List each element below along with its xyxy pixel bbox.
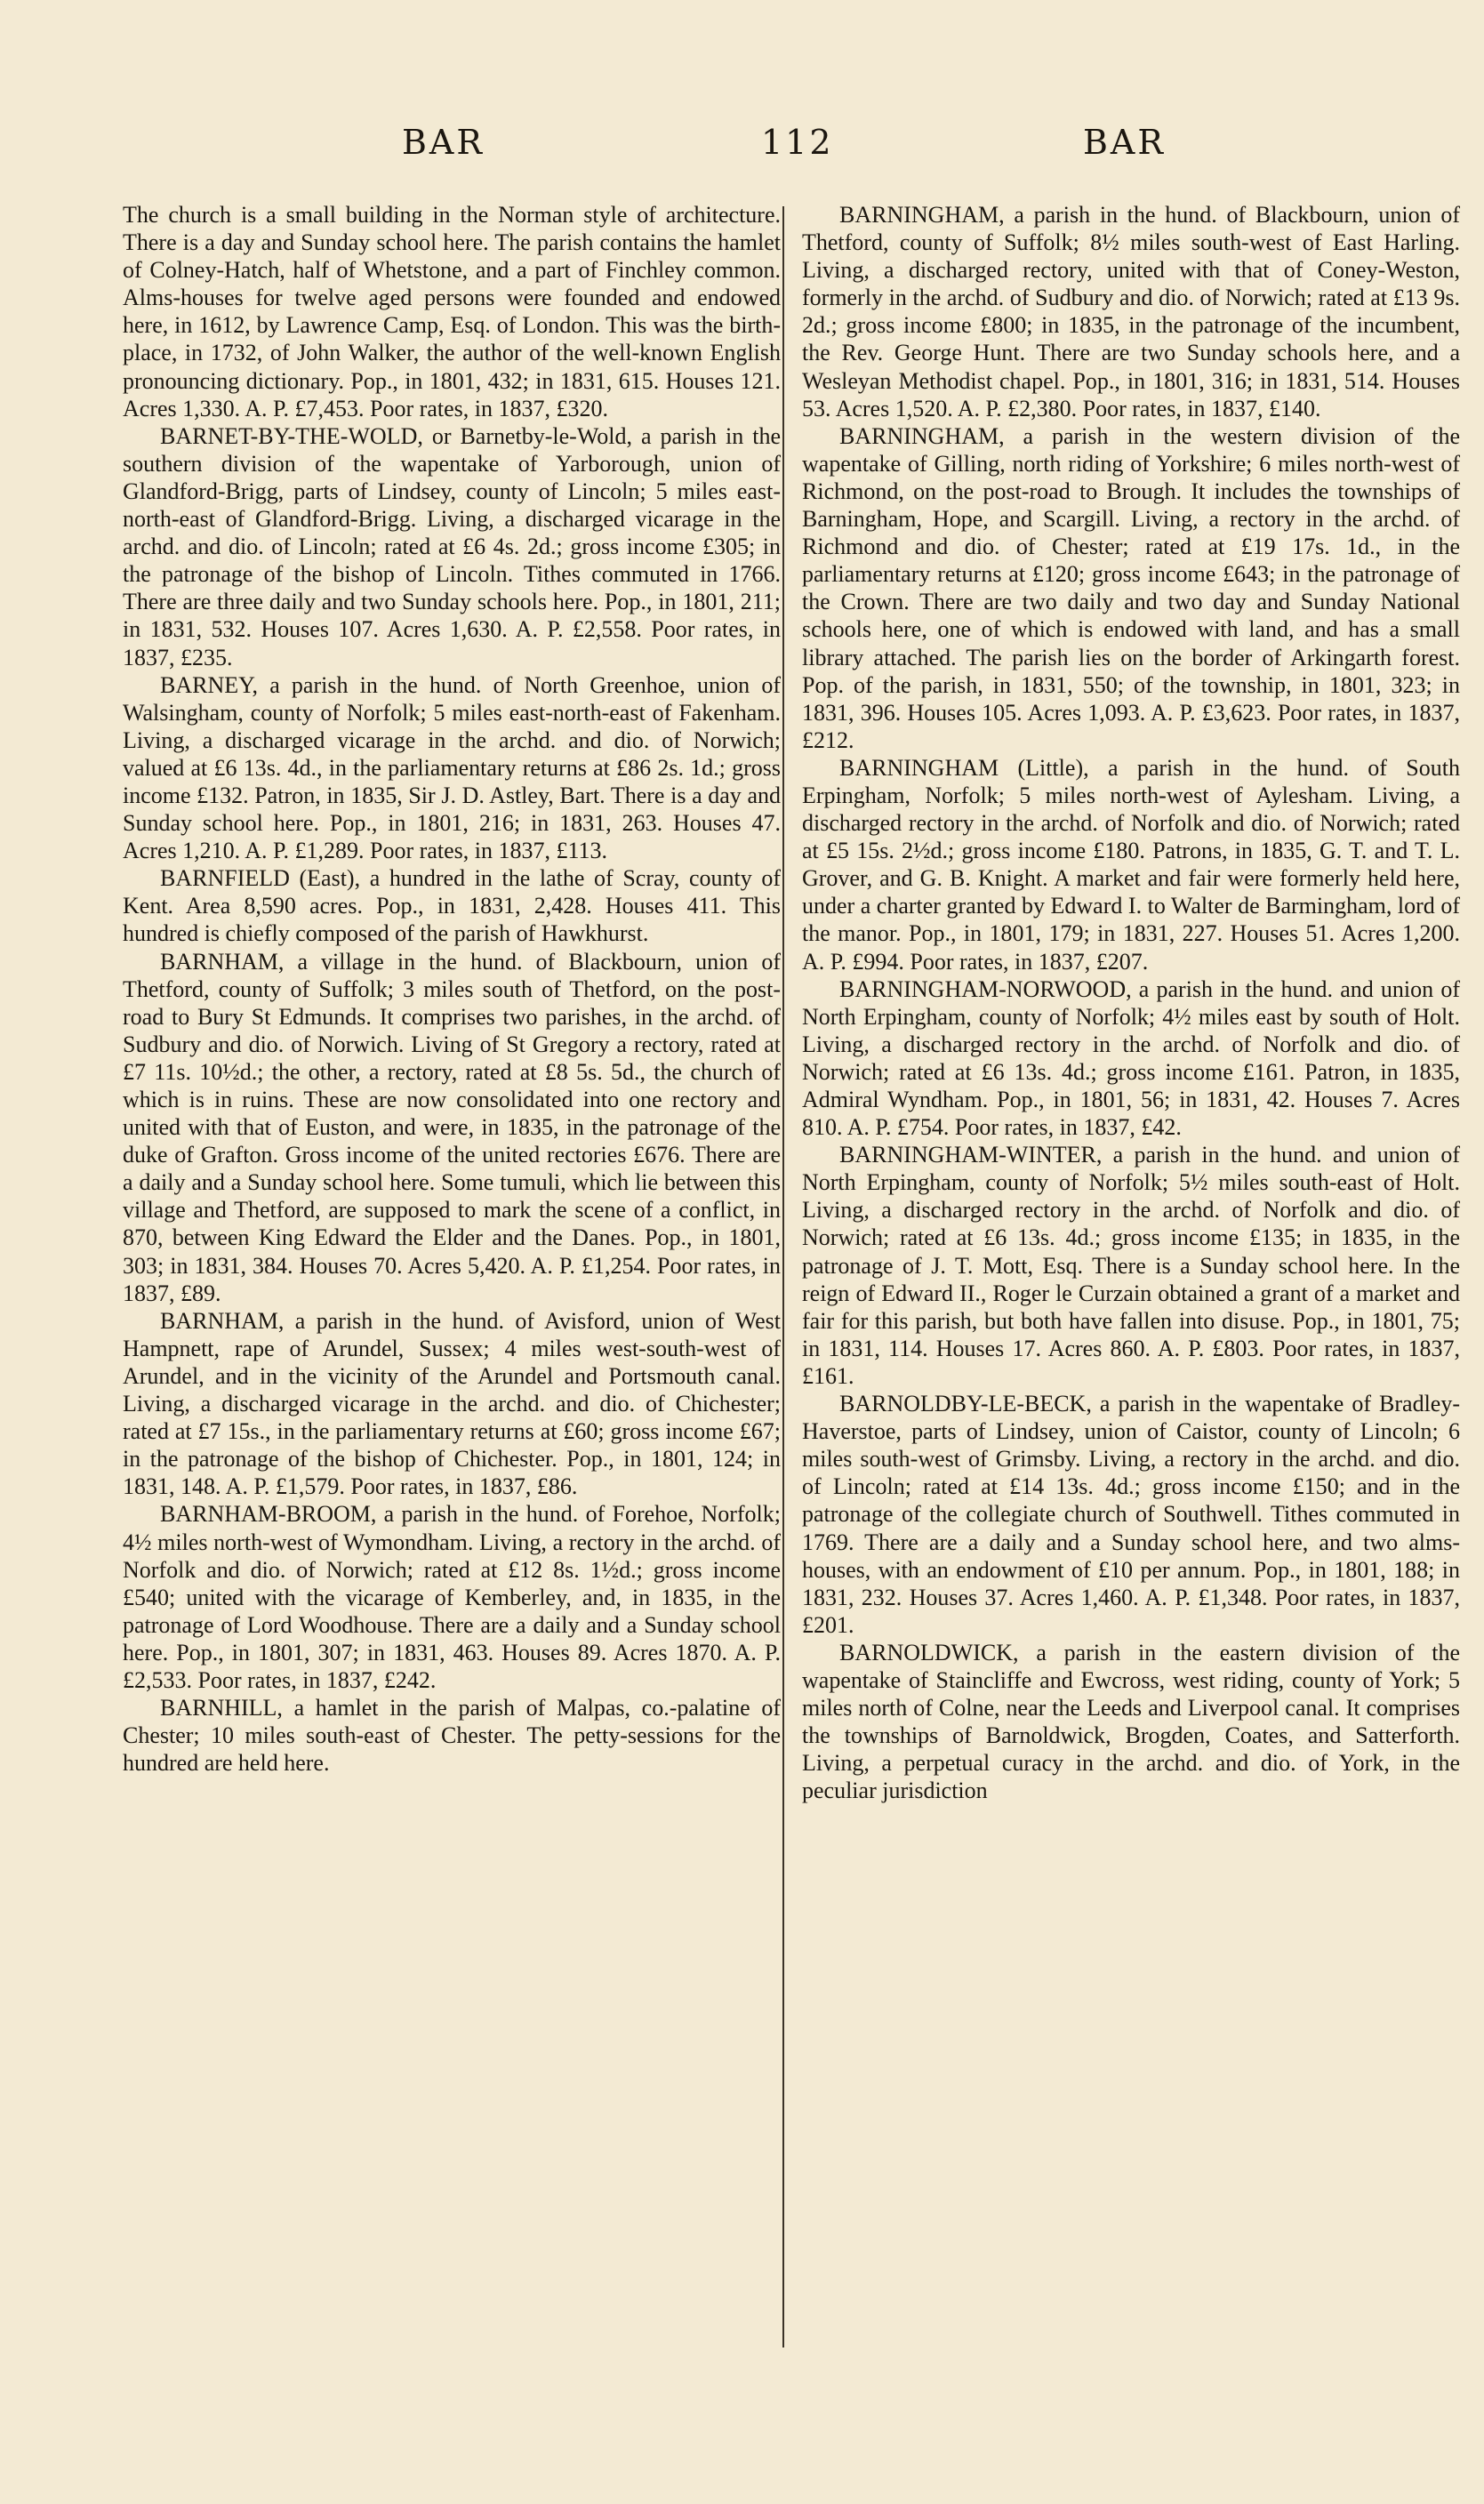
entry-barnet-continued: The church is a small building in the Norman style of architecture. There is a day and Sunday school here. The parish contains the hamlet of Colney-Hatch, half of Whetstone, and a part of Finchley common. Alms-houses for twelve aged persons were founded and endowed here, in 1612, by Lawrence Camp, Esq. of London. This was the birth-place, in 1732, of John Walker, the author of the well-known English pronouncing dictionary. Pop., in 1801, 432; in 1831, 615. Houses 121. Acres 1,330. A. P. £7,453. Poor rates, in 1837, £320. xyxy=(123,202,781,421)
left-column xyxy=(123,201,781,1777)
entry-barnhill: BARNHILL, a hamlet in the parish of Malpas, co.-palatine of Chester; 10 miles south-east of Chester. The petty-sessions for the hundred are held here. xyxy=(123,1695,781,1777)
entry-barningham-suffolk: BARNINGHAM, a parish in the hund. of Blackbourn, union of Thetford, county of Suffolk; 8½ miles south-west of East Harling. Living, a discharged rectory, united with that of Coney-Weston, formerly in the archd. of Sudbury and dio. of Norwich; rated at £13 9s. 2d.; gross income £800; in 1835, in the patronage of the incumbent, the Rev. George Hunt. There are two Sunday schools here, and a Wesleyan Methodist chapel. Pop., in 1801, 316; in 1831, 514. Houses 53. Acres 1,520. A. P. £2,380. Poor rates, in 1837, £140. xyxy=(802,202,1460,421)
entry-barningham-norwood: BARNINGHAM-NORWOOD, a parish in the hund. and union of North Erpingham, county of Norfolk; 4½ miles east by south of Holt. Living, a discharged rectory in the archd. of Norfolk and dio. of Norwich; rated at £6 13s. 4d.; gross income £161. Patron, in 1835, Admiral Wyndham. Pop., in 1801, 56; in 1831, 42. Houses 7. Acres 810. A. P. £754. Poor rates, in 1837, £42. xyxy=(802,975,1460,1141)
entry-barnham-suffolk: BARNHAM, a village in the hund. of Blackbourn, union of Thetford, county of Suffolk; 3 miles south of Thetford, on the post-road to Bury St Edmunds. It comprises two parishes, in the archd. of Sudbury and dio. of Norwich. Living of St Gregory a rectory, rated at £7 11s. 10½d.; the other, a rectory, rated at £8 5s. 5d., the church of which is in ruins. These are now consolidated into one rectory and united with that of Euston, and were, in 1835, in the patronage of the duke of Grafton. Gross income of the united rectories £676. There are a daily and a Sunday school here. Some tumuli, which lie between this village and Thetford, are supposed to mark the scene of a conflict, in 870, between King Edward the Elder and the Danes. Pop., in 1801, 303; in 1831, 384. Houses 70. Acres 5,420. A. P. £1,254. Poor rates, in 1837, £89. xyxy=(123,948,781,1306)
entry-barnet-by-the-wold: BARNET-BY-THE-WOLD, or Barnetby-le-Wold, a parish in the southern division of the wapentake of Yarborough, union of Glandford-Brigg, parts of Lindsey, county of Lincoln; 5 miles east-north-east of Glandford-Brigg. Living, a discharged vicarage in the archd. and dio. of Lincoln; rated at £6 4s. 2d.; gross income £305; in the patronage of the bishop of Lincoln. Tithes commuted in 1766. There are three daily and two Sunday schools here. Pop., in 1801, 211; in 1831, 532. Houses 107. Acres 1,630. A. P. £2,558. Poor rates, in 1837, £235. xyxy=(123,422,781,670)
entry-barningham-winter: BARNINGHAM-WINTER, a parish in the hund. and union of North Erpingham, county of Norfolk; 5½ miles south-east of Holt. Living, a discharged rectory in the archd. of Norfolk and dio. of Norwich; rated at £6 13s. 4d.; gross income £135; in 1835, in the patronage of J. T. Mott, Esq. There is a Sunday school here. In the reign of Edward II., Roger le Curzain obtained a grant of a market and fair for this parish, but both have fallen into disuse. Pop., in 1801, 75; in 1831, 114. Houses 17. Acres 860. A. P. £803. Poor rates, in 1837, £161. xyxy=(802,1142,1460,1389)
entry-barningham-york: BARNINGHAM, a parish in the western division of the wapentake of Gilling, north riding of Yorkshire; 6 miles north-west of Richmond, on the post-road to Brough. It includes the townships of Barningham, Hope, and Scargill. Living, a rectory in the archd. of Richmond and dio. of Chester; rated at £19 17s. 1d., in the parliamentary returns at £120; gross income £643; in the patronage of the Crown. There are two daily and two day and Sunday National schools here, one of which is endowed with land, and has a small library attached. The parish lies on the border of Arkingarth forest. Pop. of the parish, in 1831, 550; of the township, in 1801, 323; in 1831, 396. Houses 105. Acres 1,093. A. P. £3,623. Poor rates, in 1837, £212. xyxy=(802,422,1460,753)
running-head-left: BAR xyxy=(402,123,485,162)
column-divider xyxy=(782,206,784,2348)
entry-barney: BARNEY, a parish in the hund. of North Greenhoe, union of Walsingham, county of Norfolk; 5 miles east-north-east of Fakenham. Living, a discharged vicarage in the archd. and dio. of Norwich; valued at £6 13s. 4d., in the parliamentary returns at £86 2s. 1d.; gross income £132. Patron, in 1835, Sir J. D. Astley, Bart. There is a day and Sunday school here. Pop., in 1801, 216; in 1831, 263. Houses 47. Acres 1,210. A. P. £1,289. Poor rates, in 1837, £113. xyxy=(123,671,781,864)
page-number: 112 xyxy=(761,123,834,162)
entry-barnham-sussex: BARNHAM, a parish in the hund. of Avisford, union of West Hampnett, rape of Arundel, Sussex; 4 miles west-south-west of Arundel, and in the vicinity of the Arundel and Portsmouth canal. Living, a discharged vicarage in the archd. and dio. of Chichester; rated at £7 15s., in the parliamentary returns at £60; gross income £67; in the patronage of the bishop of Chichester. Pop., in 1801, 124; in 1831, 148. A. P. £1,579. Poor rates, in 1837, £86. xyxy=(123,1307,781,1500)
right-column xyxy=(802,201,1460,1804)
entry-barnham-broom: BARNHAM-BROOM, a parish in the hund. of Forehoe, Norfolk; 4½ miles north-west of Wymondham. Living, a rectory in the archd. of Norfolk and dio. of Norwich; rated at £12 8s. 1½d.; gross income £540; united with the vicarage of Kemberley, and, in 1835, in the patronage of Lord Woodhouse. There are a daily and a Sunday school here. Pop., in 1801, 307; in 1831, 463. Houses 89. Acres 1870. A. P. £2,533. Poor rates, in 1837, £242. xyxy=(123,1501,781,1693)
entry-barnfield-east: BARNFIELD (East), a hundred in the lathe of Scray, county of Kent. Area 8,590 acres. Pop., in 1831, 2,428. Houses 411. This hundred is chiefly composed of the parish of Hawkhurst. xyxy=(123,865,781,947)
entry-barnoldwick: BARNOLDWICK, a parish in the eastern division of the wapentake of Staincliffe and Ewcross, west riding, county of York; 5 miles north of Colne, near the Leeds and Liverpool canal. It comprises the townships of Barnoldwick, Brogden, Coates, and Satterforth. Living, a perpetual curacy in the archd. and dio. of York, in the peculiar jurisdiction xyxy=(802,1639,1460,1804)
running-head-right: BAR xyxy=(1083,123,1166,162)
entry-barningham-little: BARNINGHAM (Little), a parish in the hund. of South Erpingham, Norfolk; 5 miles north-west of Aylesham. Living, a discharged rectory in the archd. of Norfolk and dio. of Norwich; rated at £5 15s. 2½d.; gross income £180. Patrons, in 1835, G. T. and T. L. Grover, and G. B. Knight. A market and fair were formerly held here, under a charter granted by Edward I. to Walter de Barmingham, lord of the manor. Pop., in 1801, 179; in 1831, 227. Houses 51. Acres 1,200. A. P. £994. Poor rates, in 1837, £207. xyxy=(802,754,1460,975)
entry-barnoldby-le-beck: BARNOLDBY-LE-BECK, a parish in the wapentake of Bradley-Haverstoe, parts of Lindsey, union of Caistor, county of Lincoln; 6 miles south-west of Grimsby. Living, a rectory in the archd. and dio. of Lincoln; rated at £14 13s. 4d.; gross income £150; and in the patronage of the collegiate church of Southwell. Tithes commuted in 1769. There are a daily and a Sunday school here, and two alms-houses, with an endowment of £10 per annum. Pop., in 1801, 188; in 1831, 232. Houses 37. Acres 1,460. A. P. £1,348. Poor rates, in 1837, £201. xyxy=(802,1391,1460,1638)
